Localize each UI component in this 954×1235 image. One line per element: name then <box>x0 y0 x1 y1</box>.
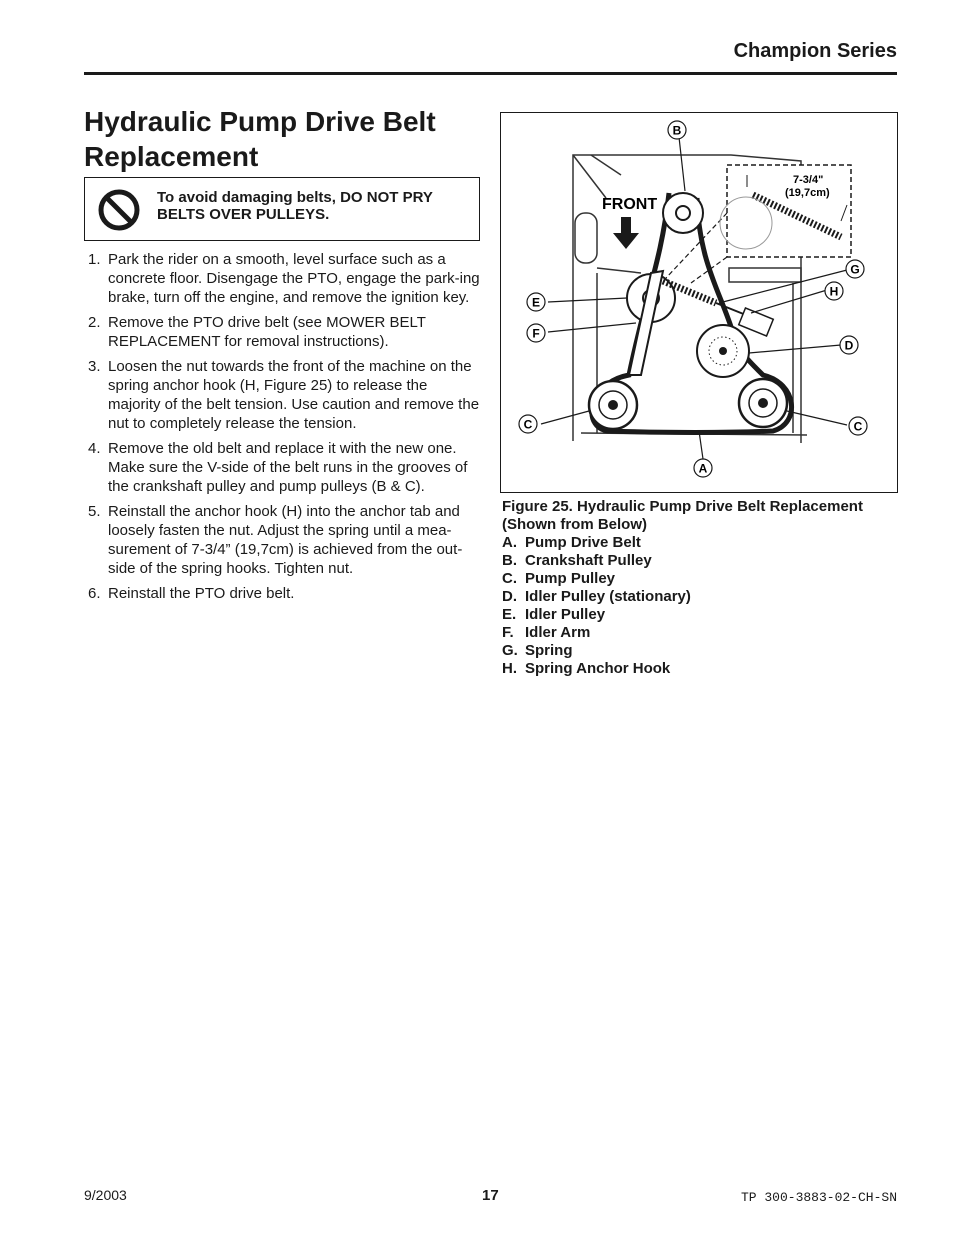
callout-b <box>668 121 686 139</box>
callout-g <box>846 260 864 278</box>
step-text: Loosen the nut towards the front of the machine on the spring anchor hook (H, Figure 25) to release the majority of the belt tension. Use caution and remove the nut to completely release the tension. <box>108 358 480 432</box>
svg-text:B: B <box>672 123 682 138</box>
notice-text: To avoid damaging belts, DO NOT PRY BELTS OVER PULLEYS. <box>157 189 433 223</box>
step-item <box>84 439 482 496</box>
measurement-cm: (19,7cm) <box>785 187 830 199</box>
step-item <box>84 584 482 603</box>
step-number: 4. <box>88 440 101 457</box>
legend-item: E. Idler Pulley <box>502 606 606 623</box>
figure-legend <box>502 534 900 678</box>
callout-c-left <box>519 415 537 433</box>
step-text: Remove the old belt and replace it with the new one. Make sure the V-side of the belt runs in the grooves of the crankshaft pulley and pump pulleys (B & C). <box>108 440 468 495</box>
step-number: 3. <box>88 358 101 375</box>
measurement-inches: 7-3/4" <box>793 174 824 186</box>
header-series-title: Champion Series <box>733 40 897 62</box>
legend-item: C. Pump Pulley <box>502 570 616 587</box>
step-item <box>84 313 482 351</box>
step-list <box>84 250 482 609</box>
legend-item: A. Pump Drive Belt <box>502 534 641 551</box>
legend-item: B. Crankshaft Pulley <box>502 552 652 569</box>
callout-e <box>527 293 545 311</box>
legend-item: H. Spring Anchor Hook <box>502 660 671 677</box>
pump-pulley-right <box>739 379 787 427</box>
callout-a <box>694 459 712 477</box>
legend-item: G. Spring <box>502 642 573 659</box>
legend-item: D. Idler Pulley (stationary) <box>502 588 691 605</box>
stationary-idler-pulley <box>697 325 749 377</box>
step-text: Reinstall the PTO drive belt. <box>108 585 295 602</box>
svg-text:F: F <box>532 326 540 341</box>
callout-h <box>825 282 843 300</box>
front-arrow-icon <box>613 217 639 249</box>
header-rule <box>84 72 897 75</box>
step-text: Remove the PTO drive belt (see MOWER BELT REPLACEMENT for removal instructions). <box>108 314 426 350</box>
pump-pulley-left <box>589 381 637 429</box>
step-text: Reinstall the anchor hook (H) into the anchor tab and loosely fasten the nut. Adjust the spring until a mea-surement of 7-3/4” (19,7cm) is achieved from the out-side of the spring hooks. Tighten nut. <box>108 503 463 577</box>
step-number: 1. <box>88 251 101 268</box>
callout-d <box>840 336 858 354</box>
svg-text:A: A <box>698 461 708 476</box>
step-item <box>84 357 482 433</box>
figure-caption-title: Figure 25. Hydraulic Pump Drive Belt Replacement (Shown from Below) <box>502 498 863 533</box>
svg-text:D: D <box>844 338 854 353</box>
step-number: 5. <box>88 503 101 520</box>
step-number: 6. <box>88 585 101 602</box>
svg-text:C: C <box>523 417 533 432</box>
step-item <box>84 502 482 578</box>
step-number: 2. <box>88 314 101 331</box>
legend-item: F. Idler Arm <box>502 624 591 641</box>
step-item <box>84 250 482 307</box>
prohibition-icon <box>97 188 141 232</box>
callout-c-right <box>849 417 867 435</box>
notice-box <box>84 177 480 241</box>
footer-date: 9/2003 <box>84 1187 127 1203</box>
figure-caption <box>502 498 900 678</box>
front-label: FRONT <box>602 196 658 213</box>
svg-text:G: G <box>850 262 860 277</box>
step-text: Park the rider on a smooth, level surface such as a concrete floor. Disengage the PTO, engage the park-ing brake, turn off the engine, and remove the ignition key. <box>108 251 480 306</box>
belt-routing-illustration <box>501 113 899 494</box>
section-title: Hydraulic Pump Drive Belt Replacement <box>84 106 436 172</box>
page-number: 17 <box>482 1187 499 1204</box>
callout-f <box>527 324 545 342</box>
svg-text:C: C <box>853 419 863 434</box>
crankshaft-pulley <box>663 193 703 233</box>
svg-text:E: E <box>531 295 541 310</box>
document-code: TP 300-3883-02-CH-SN <box>740 1190 897 1205</box>
figure-25-diagram <box>500 112 898 493</box>
svg-text:H: H <box>829 284 839 299</box>
